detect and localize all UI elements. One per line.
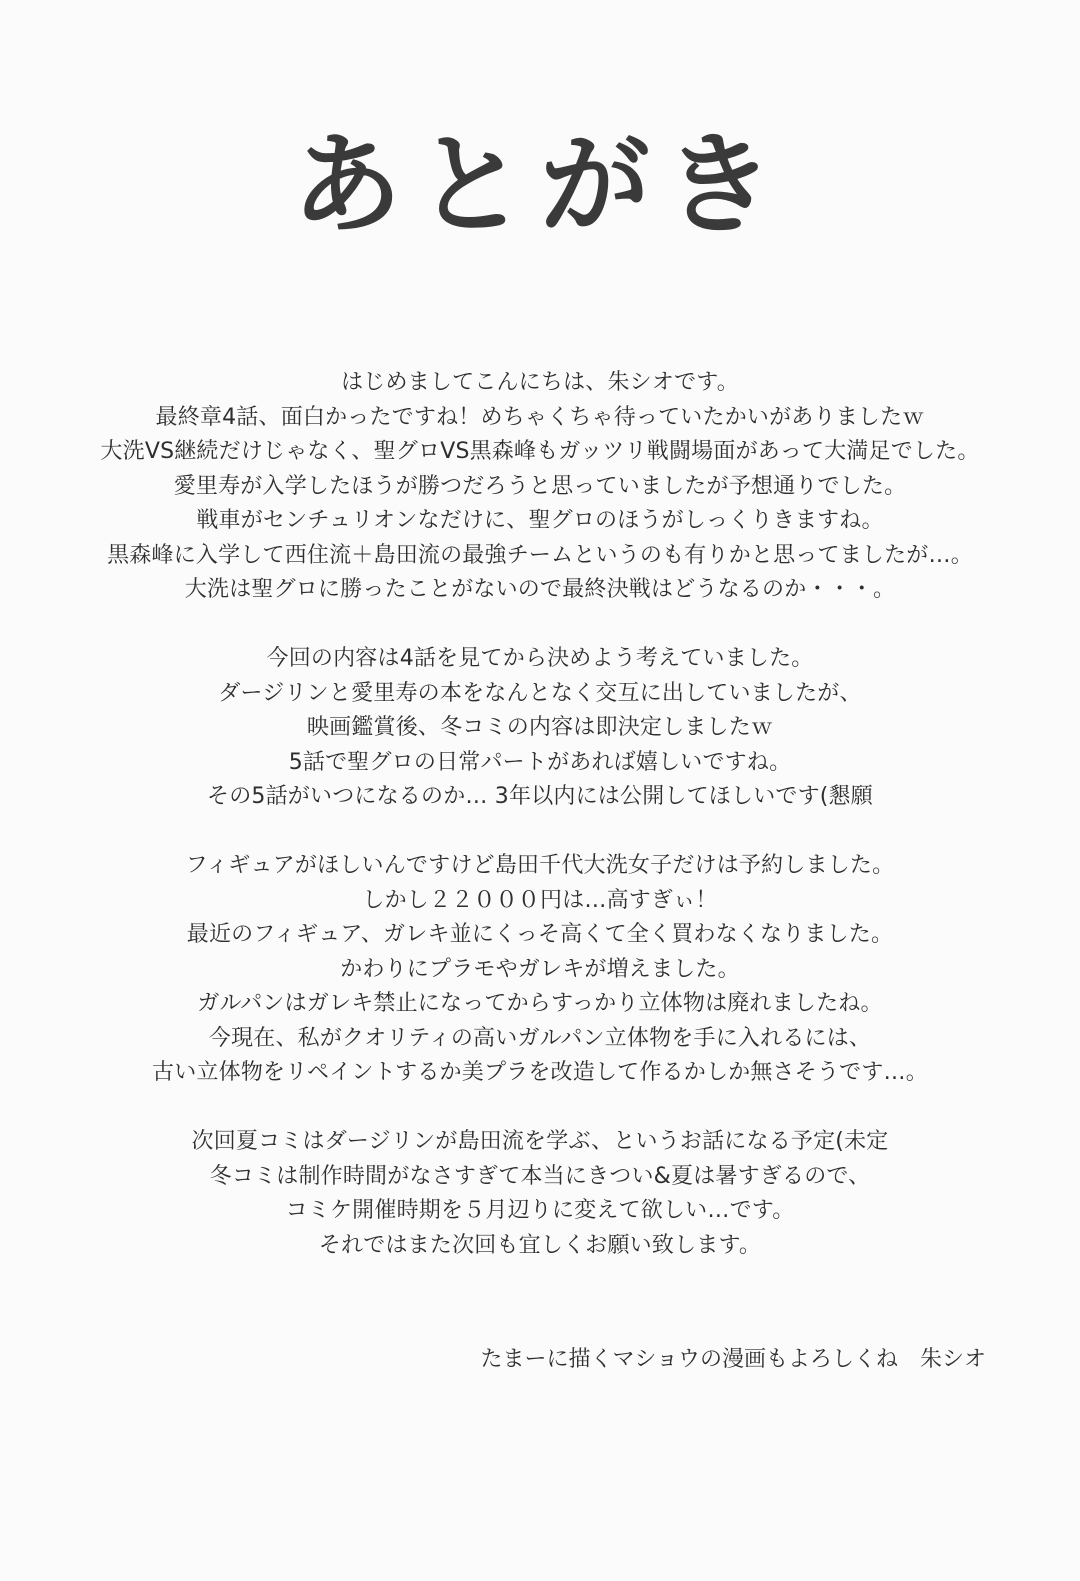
text-line: 今現在、私がクオリティの高いガルパン立体物を手に入れるには、	[208, 1025, 872, 1051]
text-line: ガルパンはガレキ禁止になってからすっかり立体物は廃れましたね。	[197, 991, 883, 1016]
text-line: その5話がいつになるのか… 3年以内には公開してほしいです(懇願	[207, 784, 873, 809]
text-line: 大洗は聖グロに勝ったことがないので最終決戦はどうなるのか・・・。	[184, 577, 896, 602]
text-line: しかし２２０００円は…高すぎぃ！	[362, 887, 718, 913]
text-line: コミケ開催時期を５月辺りに変えて欲しい…です。	[285, 1198, 795, 1223]
text-line: 冬コミは制作時間がなさすぎて本当にきつい&夏は暑すぎるので、	[209, 1163, 871, 1189]
text-line: 大洗VS継続だけじゃなく、聖グロVS黒森峰もガッツリ戦闘場面があって大満足でした。	[100, 439, 980, 464]
text-line: 最終章4話、面白かったですね！めちゃくちゃ待っていたかいがありましたｗ	[155, 404, 925, 430]
text-line: 愛里寿が入学したほうが勝つだろうと思っていましたが予想通りでした。	[173, 473, 907, 499]
paragraph-1	[20, 366, 1060, 608]
text-line: 黒森峰に入学して西住流＋島田流の最強チームというのも有りかと思ってましたが…。	[107, 542, 973, 568]
text-line: フィギュアがほしいんですけど島田千代大洗女子だけは予約しました。	[185, 853, 895, 878]
paragraph-gap	[20, 1091, 1060, 1126]
text-line: かわりにプラモやガレキが増えました。	[340, 956, 740, 982]
text-line: 5話で聖グロの日常パートがあれば嬉しいですね。	[288, 749, 792, 775]
text-line: それではまた次回も宜しくお願い致します。	[318, 1232, 762, 1258]
paragraph-4	[20, 1125, 1060, 1263]
afterword-body	[20, 366, 1060, 1263]
text-line: 映画鑑賞後、冬コミの内容は即決定しましたｗ	[306, 715, 774, 740]
text-line: 戦車がセンチュリオンなだけに、聖グロのほうがしっくりきますね。	[196, 508, 884, 533]
text-line: ダージリンと愛里寿の本をなんとなく交互に出していましたが、	[218, 680, 862, 706]
author-signature: たまーに描くマショウの漫画もよろしくね 朱シオ	[480, 1347, 986, 1372]
text-line: 最近のフィギュア、ガレキ並にくっそ高くて全く買わなくなりました。	[186, 922, 894, 947]
text-line: 今回の内容は4話を見てから決めよう考えていました。	[266, 646, 814, 671]
paragraph-gap	[20, 608, 1060, 643]
paragraph-gap	[20, 815, 1060, 850]
paragraph-2	[20, 642, 1060, 815]
text-line: 次回夏コミはダージリンが島田流を学ぶ、というお話になる予定(未定	[191, 1129, 889, 1154]
text-line: 古い立体物をリペイントするか美プラを改造して作るかしか無さそうです…。	[152, 1060, 928, 1085]
paragraph-3	[20, 849, 1060, 1091]
page-title: あとがき	[292, 121, 788, 249]
text-line: はじめましてこんにちは、朱シオです。	[341, 370, 739, 395]
